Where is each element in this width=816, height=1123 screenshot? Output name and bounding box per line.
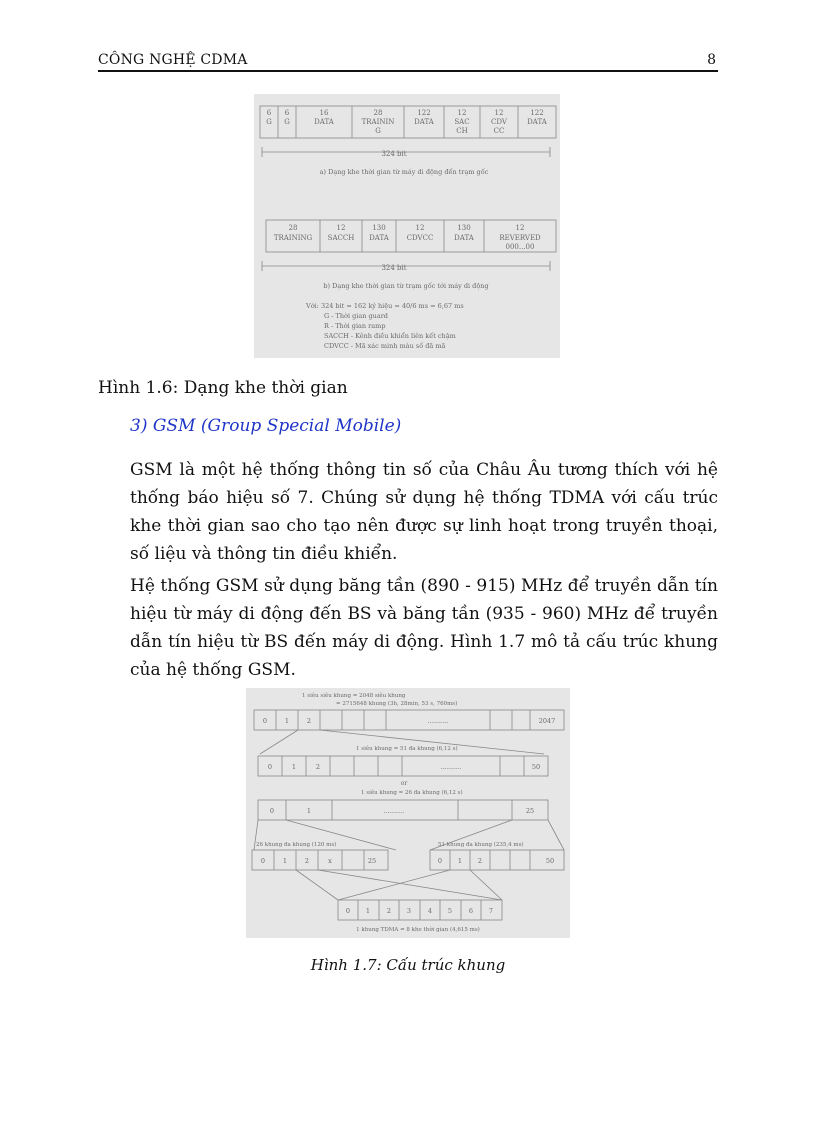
mid-note-1: 1 siêu khung = 51 đa khung (6,12 s) (356, 746, 458, 752)
row-a-slots (260, 106, 556, 138)
row1-cell-2: 2 (306, 717, 312, 725)
row-a-name-5: SAC (454, 118, 470, 126)
row-b-slots (266, 220, 556, 252)
row-a-wrap-0: G (375, 127, 381, 135)
section-heading-gsm: 3) GSM (Group Special Mobile) (130, 416, 402, 436)
row-b-bits-2: 130 (372, 224, 386, 232)
or-label: or (400, 780, 408, 787)
row-b-name-1: SACCH (327, 234, 355, 242)
header-title: CÔNG NGHỆ CDMA (98, 52, 248, 68)
row4l-cell-0: 0 (260, 857, 266, 865)
row4l-cell-3: x (328, 857, 332, 865)
row4r-cell-2: 2 (477, 857, 483, 865)
row1-cell-last: 2047 (538, 717, 556, 725)
row5-cell-5: 5 (447, 907, 453, 915)
figure-time-slot-format (254, 94, 560, 358)
paragraph-gsm-intro: GSM là một hệ thống thông tin số của Châu Âu tương thích với hệ thống báo hiệu số 7. Chúng sử dụng hệ thống TDMA với cấu trúc khe thời gian sao cho tạo nên được sự linh hoạt trong truyền thoại, số liệu và thông tin điều khiển. (130, 460, 718, 564)
paragraph-gsm-bands: Hệ thống GSM sử dụng băng tần (890 - 915) MHz để truyền dẫn tín hiệu từ máy di động đến BS và băng tần (935 - 960) MHz để truyền dẫn tín hiệu từ BS đến máy di động. Hình 1.7 mô tả cấu trúc khung của hệ thống GSM. (130, 576, 718, 680)
row-a-bits-5: 12 (457, 109, 467, 117)
row-b-caption: b) Dạng khe thời gian từ trạm gốc tới máy di động (323, 282, 489, 290)
row1-cell-1: 1 (284, 717, 290, 725)
row5-cell-4: 4 (427, 907, 433, 915)
row5-cell-6: 6 (468, 907, 474, 915)
row-a-bits-2: 16 (319, 109, 329, 117)
row-a-name-3: TRAININ (361, 118, 395, 126)
note-line-4: CDVCC - Mã xác minh màu số đã mã (324, 342, 446, 350)
row-b-name-0: TRAINING (273, 234, 313, 242)
row-b-bits-1: 12 (336, 224, 346, 232)
hyperframe-row (254, 710, 564, 730)
row-b-bits-5: 12 (515, 224, 525, 232)
row5-cell-1: 1 (365, 907, 371, 915)
row3-ellipsis: .......... (383, 807, 405, 815)
top-note-1: 1 siêu siêu khung = 2048 siêu khung (302, 693, 406, 699)
multiframe-26-row (252, 850, 388, 870)
row2-cell-1: 1 (291, 763, 297, 771)
row-a-bits-1: 6 (284, 109, 290, 117)
superframe-51-row (258, 756, 548, 776)
row-b-bits-4: 130 (457, 224, 471, 232)
note-line-3: SACCH - Kênh điều khiển liên kết chậm (324, 332, 456, 340)
page-number: 8 (707, 52, 716, 68)
row4l-cell-last: 25 (367, 857, 377, 865)
tdma-frame-row (338, 900, 502, 920)
row-b-bits-0: 28 (288, 224, 298, 232)
row5-cell-2: 2 (386, 907, 392, 915)
row-a-name-4: DATA (414, 118, 434, 126)
top-note-2: = 2715648 khung (3h, 28min, 53 s, 760ms) (336, 701, 458, 707)
figure-frame-structure (246, 688, 570, 938)
row-a-bits-7: 122 (530, 109, 544, 117)
row1-ellipsis: .......... (427, 717, 449, 725)
row-a-name-6: CDV (491, 118, 507, 126)
row4r-cell-0: 0 (437, 857, 443, 865)
row4l-cell-2: 2 (304, 857, 310, 865)
row5-cell-3: 3 (406, 907, 412, 915)
row-a-wrap-2: CC (493, 127, 505, 135)
row-a-wrap-1: CH (456, 127, 468, 135)
row-a-total: 324 bit (381, 150, 407, 158)
row1-cell-0: 0 (262, 717, 268, 725)
row5-cell-7: 7 (488, 907, 494, 915)
multiframe-51-row (430, 850, 564, 870)
note-line-0: Với: 324 bit = 162 ký hiệu = 40/6 ms = 6,67 ms (306, 302, 464, 310)
superframe-26-row (258, 800, 548, 820)
row-a-bits-4: 122 (417, 109, 431, 117)
row4r-cell-1: 1 (457, 857, 463, 865)
row-b-name-3: CDVCC (406, 234, 434, 242)
page-header (98, 50, 718, 72)
row3-cell-1: 1 (306, 807, 312, 815)
row3-cell-last: 25 (525, 807, 535, 815)
row5-cell-0: 0 (345, 907, 351, 915)
row2-cell-last: 50 (531, 763, 541, 771)
row4r-cell-last: 50 (545, 857, 555, 865)
left-note: 26 khung đa khung (120 ms) (256, 842, 337, 848)
row2-cell-2: 2 (315, 763, 321, 771)
row-a-caption: a) Dạng khe thời gian từ máy di động đến trạm gốc (319, 168, 489, 176)
row-a-name-7: DATA (527, 118, 547, 126)
mid-note-2: 1 siêu khung = 26 đa khung (6,12 s) (361, 790, 463, 796)
row-a-bits-6: 12 (494, 109, 504, 117)
row-a-bits-3: 28 (373, 109, 383, 117)
bottom-note: 1 khung TDMA = 8 khe thời gian (4,615 ms) (356, 927, 480, 933)
figure-1-7-caption: Hình 1.7: Cấu trúc khung (310, 956, 506, 974)
right-note: 51 khung đa khung (235,4 ms) (438, 842, 524, 848)
note-line-2: R - Thời gian ramp (324, 322, 386, 330)
row3-cell-0: 0 (269, 807, 275, 815)
note-line-1: G - Thời gian guard (324, 312, 388, 320)
row-b-bits-3: 12 (415, 224, 425, 232)
row2-ellipsis: .......... (440, 763, 462, 771)
figure-1-6-caption: Hình 1.6: Dạng khe thời gian (98, 378, 348, 398)
row-a-bits-0: 6 (266, 109, 272, 117)
row-a-name-2: DATA (314, 118, 334, 126)
row-a-name-1: G (284, 118, 290, 126)
row-b-name-2: DATA (369, 234, 389, 242)
row4l-cell-1: 1 (282, 857, 288, 865)
row2-cell-0: 0 (267, 763, 273, 771)
row-b-name-5: REVERVED (499, 234, 541, 242)
row-b-extra: 000...00 (505, 243, 535, 251)
row-b-total: 324 bit (381, 264, 407, 272)
row-b-name-4: DATA (454, 234, 474, 242)
row-a-name-0: G (266, 118, 272, 126)
